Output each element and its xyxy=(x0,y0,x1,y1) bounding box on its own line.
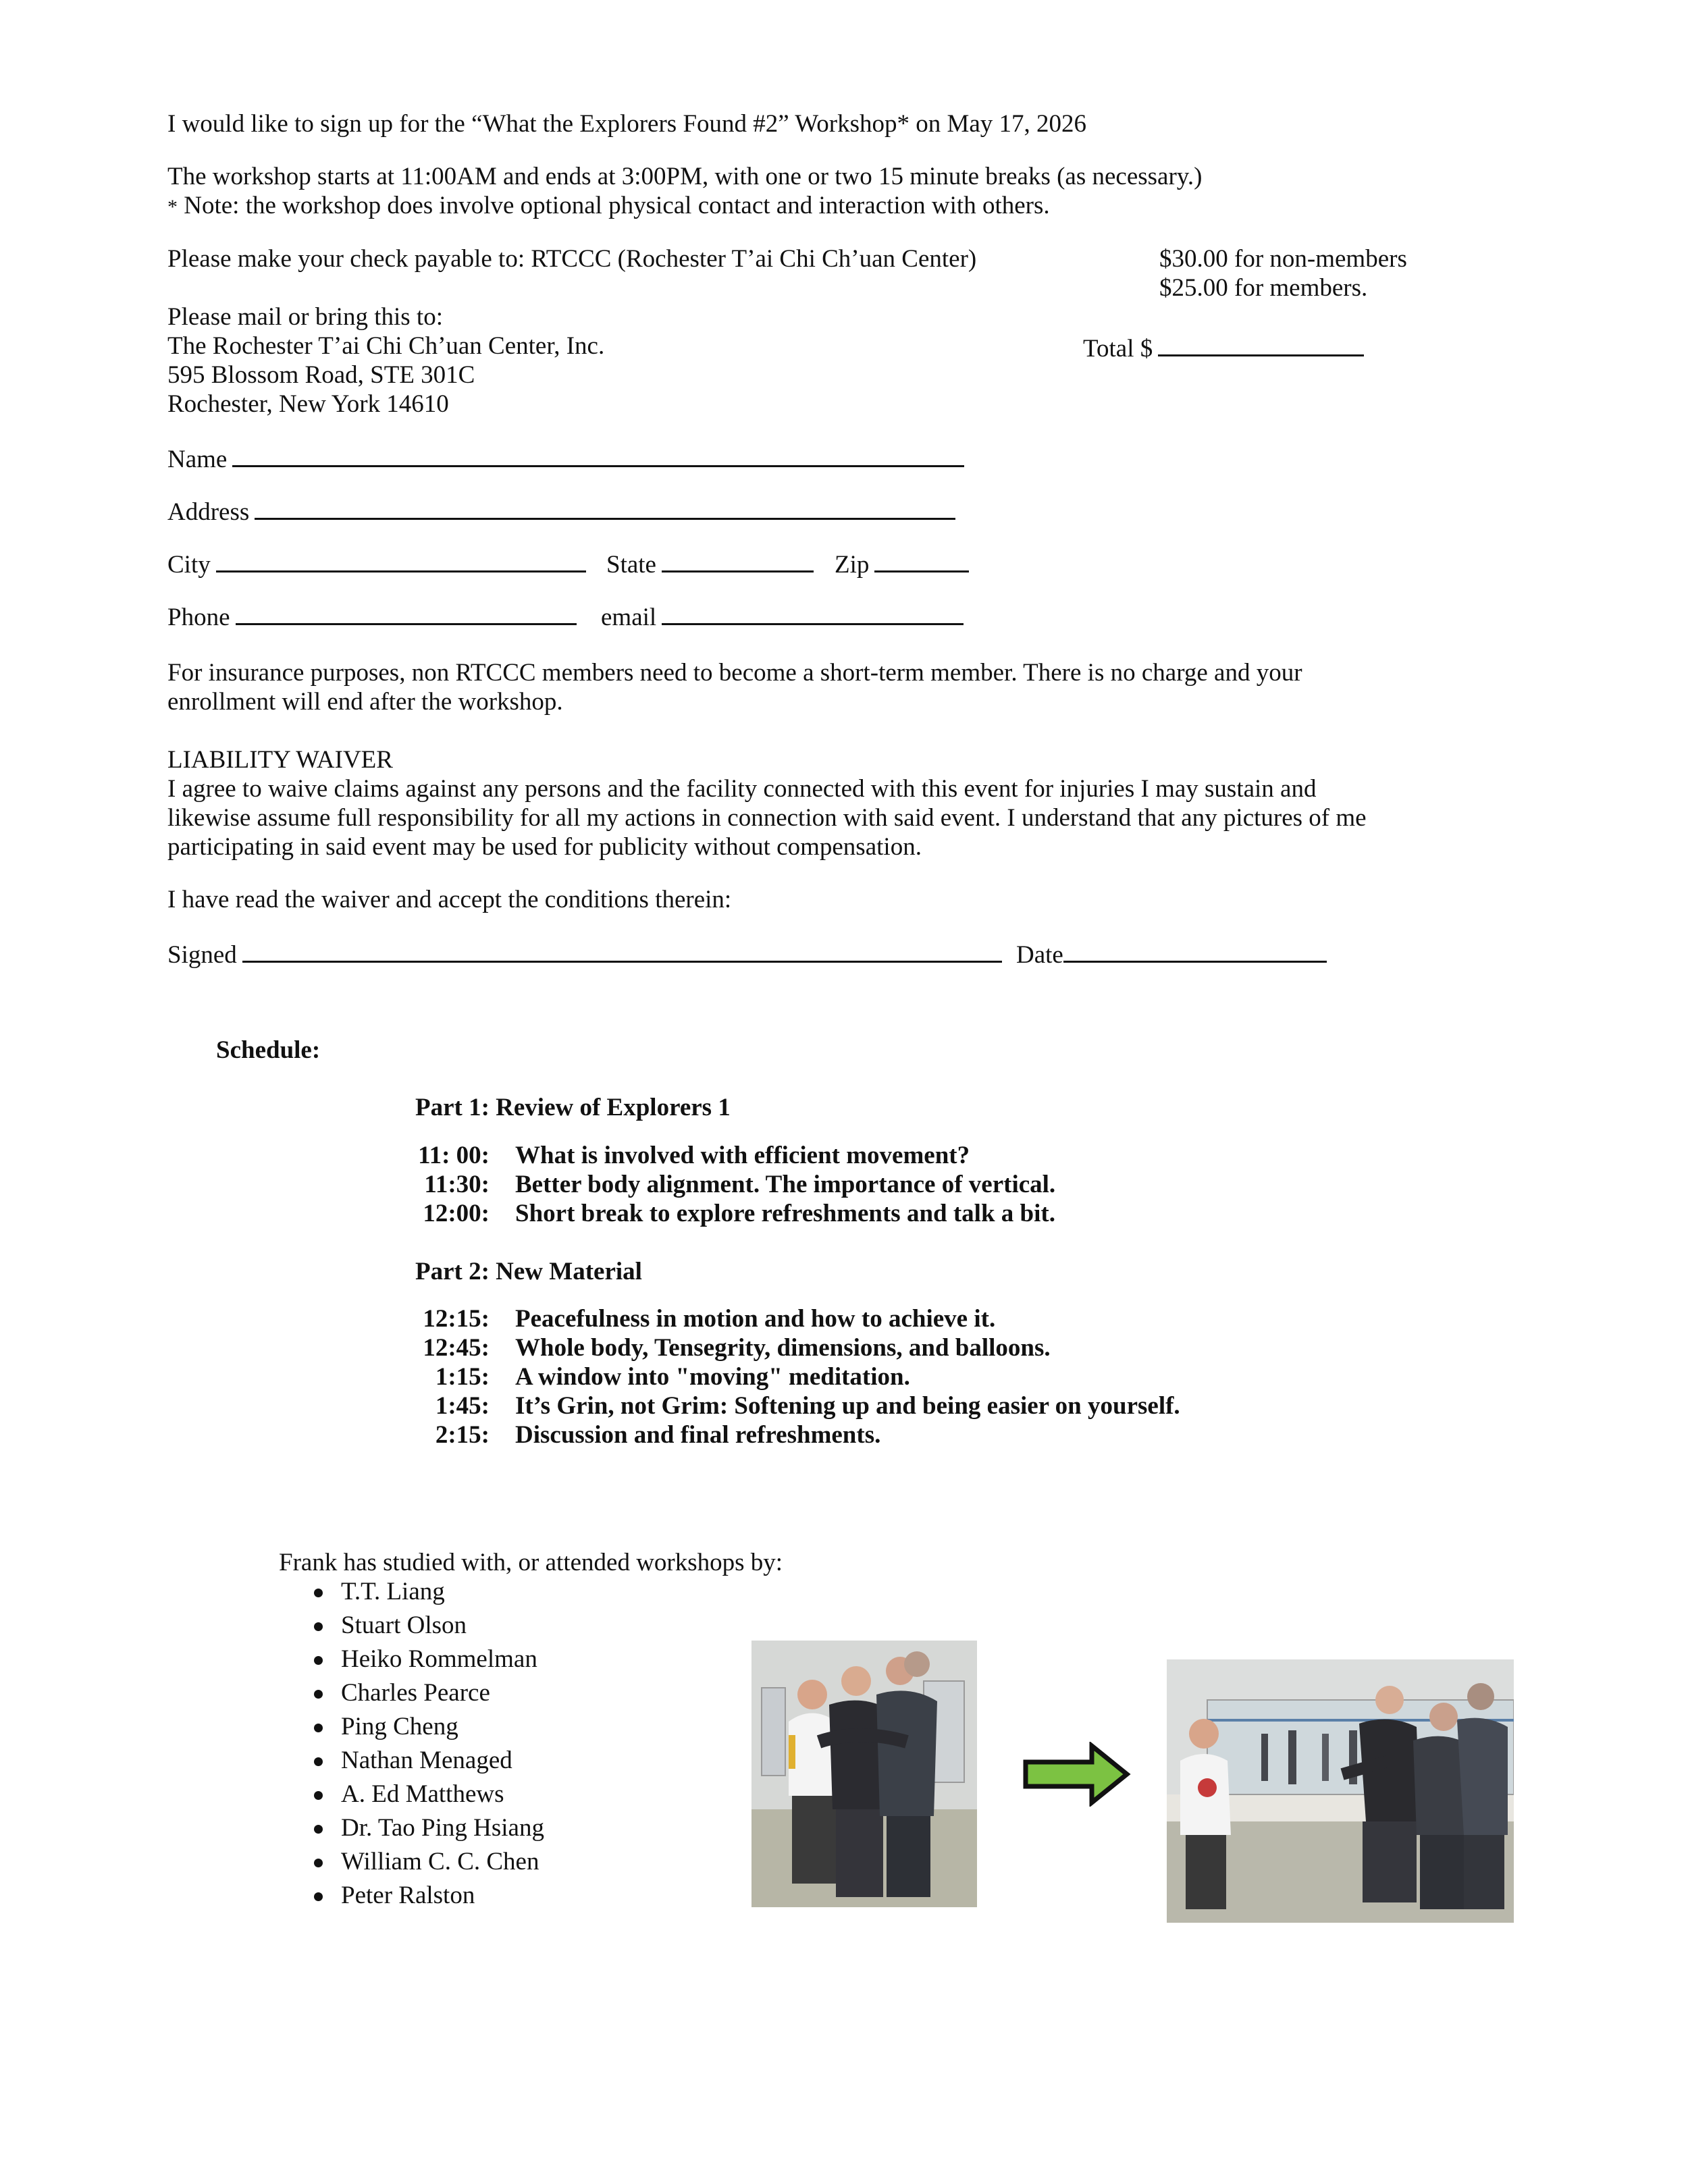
org-street: 595 Blossom Road, STE 301C xyxy=(167,361,475,389)
zip-label: Zip xyxy=(835,551,870,579)
phone-label: Phone xyxy=(167,604,230,631)
state-blank[interactable] xyxy=(662,548,814,572)
schedule-row xyxy=(388,1362,910,1391)
schedule-row xyxy=(388,1391,1180,1420)
check-payable-line: Please make your check payable to: RTCCC (Rochester T’ai Chi Ch’uan Center) xyxy=(167,245,977,273)
schedule-time: 11:30: xyxy=(424,1171,490,1198)
schedule-time: 2:15: xyxy=(435,1421,490,1449)
state-field[interactable] xyxy=(606,548,814,579)
schedule-row xyxy=(388,1141,970,1170)
photo-group-pushing-drawing xyxy=(1167,1659,1514,1923)
mail-instruction: Please mail or bring this to: xyxy=(167,303,443,331)
schedule-text: It’s Grin, not Grim: Softening up and being easier on yourself. xyxy=(515,1392,1180,1420)
photo-group-pushing xyxy=(1167,1659,1514,1923)
address-field[interactable] xyxy=(167,495,955,527)
address-label: Address xyxy=(167,498,250,526)
phone-blank[interactable] xyxy=(236,600,577,625)
list-item: Charles Pearce xyxy=(314,1676,544,1710)
city-field[interactable] xyxy=(167,548,586,579)
date-field[interactable] xyxy=(1016,938,1327,969)
list-item: A. Ed Matthews xyxy=(314,1778,544,1811)
photo-group-embrace-drawing xyxy=(751,1641,977,1907)
list-item: Ping Cheng xyxy=(314,1710,544,1744)
waiver-line-3: participating in said event may be used for publicity without compensation. xyxy=(167,833,922,861)
name-blank[interactable] xyxy=(232,442,964,467)
insurance-line-1: For insurance purposes, non RTCCC members need to become a short-term member. There is no charge and your xyxy=(167,659,1302,687)
name-label: Name xyxy=(167,446,228,473)
note-line xyxy=(167,191,1050,221)
schedule-row xyxy=(388,1304,995,1333)
list-item: Peter Ralston xyxy=(314,1879,544,1913)
email-blank[interactable] xyxy=(662,600,964,625)
date-label: Date xyxy=(1016,941,1063,969)
schedule-text: Short break to explore refreshments and talk a bit. xyxy=(515,1200,1055,1227)
email-label: email xyxy=(601,604,657,631)
org-name: The Rochester T’ai Chi Ch’uan Center, Inc. xyxy=(167,332,605,360)
list-item: William C. C. Chen xyxy=(314,1845,544,1879)
phone-field[interactable] xyxy=(167,600,577,632)
price-nonmember: $30.00 for non-members xyxy=(1159,245,1407,273)
waiver-accept: I have read the waiver and accept the conditions therein: xyxy=(167,886,732,913)
email-field[interactable] xyxy=(601,600,964,632)
signed-label: Signed xyxy=(167,941,237,969)
note-text: Note: the workshop does involve optional physical contact and interaction with others. xyxy=(184,192,1050,219)
zip-blank[interactable] xyxy=(874,548,969,572)
list-item: Stuart Olson xyxy=(314,1609,544,1643)
state-label: State xyxy=(606,551,656,579)
zip-field[interactable] xyxy=(835,548,969,579)
part2-title: Part 2: New Material xyxy=(415,1258,642,1285)
schedule-heading: Schedule: xyxy=(216,1036,321,1064)
insurance-line-2: enrollment will end after the workshop. xyxy=(167,688,563,716)
total-label: Total $ xyxy=(1083,335,1153,363)
price-member: $25.00 for members. xyxy=(1159,274,1368,302)
schedule-row xyxy=(388,1420,880,1449)
schedule-row xyxy=(388,1333,1051,1362)
photo-group-embrace xyxy=(751,1641,977,1907)
teachers-intro: Frank has studied with, or attended workshops by: xyxy=(279,1549,783,1576)
waiver-line-2: likewise assume full responsibility for all my actions in connection with said event. I understand that any pictures of me xyxy=(167,804,1367,832)
schedule-text: Discussion and final refreshments. xyxy=(515,1421,881,1449)
schedule-row xyxy=(388,1170,1055,1199)
list-item: T.T. Liang xyxy=(314,1575,544,1609)
list-item: Nathan Menaged xyxy=(314,1744,544,1778)
schedule-text: Peacefulness in motion and how to achieve it. xyxy=(515,1305,996,1333)
city-label: City xyxy=(167,551,211,579)
right-arrow-icon xyxy=(1023,1742,1131,1807)
schedule-time: 12:00: xyxy=(423,1200,490,1227)
arrow-shape xyxy=(1026,1746,1127,1803)
schedule-row xyxy=(388,1199,1055,1228)
teachers-list xyxy=(314,1575,544,1913)
list-item: Heiko Rommelman xyxy=(314,1643,544,1676)
signature-field[interactable] xyxy=(167,938,1002,969)
total-blank[interactable] xyxy=(1158,331,1364,356)
list-item: Dr. Tao Ping Hsiang xyxy=(314,1811,544,1845)
city-blank[interactable] xyxy=(216,548,586,572)
org-city: Rochester, New York 14610 xyxy=(167,390,449,418)
schedule-time: 1:45: xyxy=(435,1392,490,1420)
waiver-line-1: I agree to waive claims against any persons and the facility connected with this event for injuries I may sustain and xyxy=(167,775,1317,803)
waiver-title: LIABILITY WAIVER xyxy=(167,746,393,774)
signature-blank[interactable] xyxy=(242,938,1002,963)
schedule-time: 12:15: xyxy=(423,1305,490,1333)
schedule-text: Better body alignment. The importance of vertical. xyxy=(515,1171,1056,1198)
schedule-time: 12:45: xyxy=(423,1334,490,1362)
schedule-text: Whole body, Tensegrity, dimensions, and balloons. xyxy=(515,1334,1051,1362)
schedule-text: A window into "moving" meditation. xyxy=(515,1363,910,1391)
date-blank[interactable] xyxy=(1063,938,1327,963)
address-blank[interactable] xyxy=(255,495,955,520)
part1-title: Part 1: Review of Explorers 1 xyxy=(415,1094,731,1121)
name-field[interactable] xyxy=(167,442,964,474)
schedule-time: 11: 00: xyxy=(418,1142,490,1169)
timing-line: The workshop starts at 11:00AM and ends at 3:00PM, with one or two 15 minute breaks (as necessary.) xyxy=(167,163,1203,190)
signup-line: I would like to sign up for the “What the Explorers Found #2” Workshop* on May 17, 2026 xyxy=(167,110,1087,138)
note-asterisk: * xyxy=(167,196,178,218)
schedule-time: 1:15: xyxy=(435,1363,490,1391)
schedule-text: What is involved with efficient movement? xyxy=(515,1142,970,1169)
total-field[interactable] xyxy=(1083,331,1364,363)
